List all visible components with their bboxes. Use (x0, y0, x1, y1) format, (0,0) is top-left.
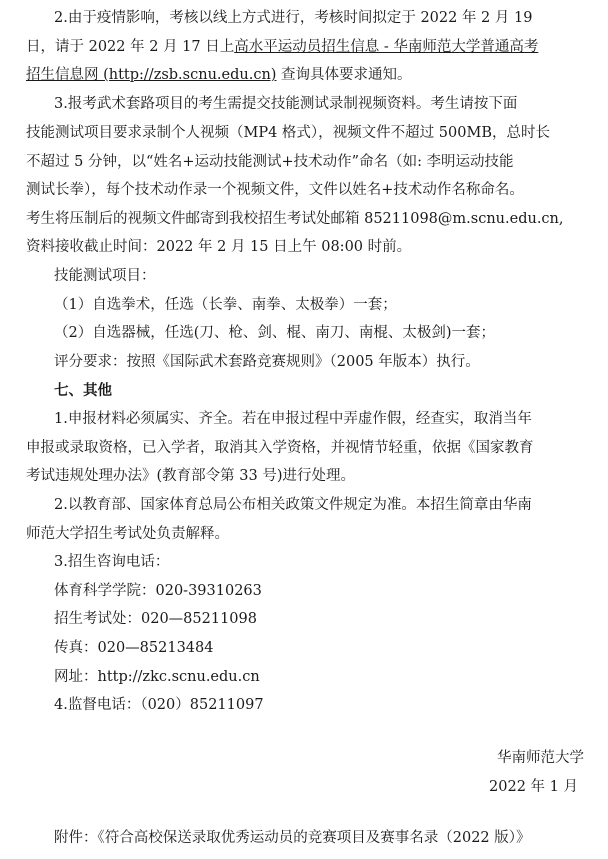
section-7-p1-line-3: 考试违规处理办法》(教育部令第 33 号)进行处理。 (26, 468, 355, 484)
scoring-requirement: 评分要求：按照《国际武术套路竞赛规则》（2005 年版本）执行。 (54, 354, 480, 370)
admissions-site-link[interactable]: 招生信息网 (http://zsb.scnu.edu.cn) (26, 67, 277, 83)
section-7-p2-line-1: 2.以教育部、国家体育总局公布相关政策文件规定为准。本招生简章由华南 (54, 497, 532, 513)
skills-item-1: （1）自选拳术，任选（长拳、南拳、太极拳）一套； (54, 297, 397, 313)
signature-date: 2022 年 1 月 (489, 779, 578, 795)
skills-item-2: （2）自选器械，任选(刀、枪、剑、棍、南刀、南棍、太极剑)一套； (54, 325, 496, 341)
paragraph-3-line-5: 考生将压制后的视频文件邮寄到我校招生考试处邮箱 85211098@m.scnu.edu.cn, (26, 211, 564, 227)
attachment-line: 附件：《符合高校保送录取优秀运动员的竞赛项目及赛事名录（2022 版）》 (54, 830, 531, 846)
fax-number: 传真：020—85213484 (54, 640, 214, 656)
paragraph-2-text: 日，请于 2022 年 2 月 17 日上 (26, 39, 235, 55)
paragraph-2-line-1: 2.由于疫情影响，考核以线上方式进行，考核时间拟定于 2022 年 2 月 19 (54, 10, 533, 26)
section-7-p1-line-2: 申报或录取资格，已入学者，取消其入学资格，并视情节轻重，依据《国家教育 (26, 440, 534, 456)
section-7-p1-line-1: 1.申报材料必须属实、齐全。若在申报过程中弄虚作假，经查实，取消当年 (54, 411, 532, 427)
admissions-info-link[interactable]: 高水平运动员招生信息 - 华南师范大学普通高考 (234, 39, 539, 55)
paragraph-3-line-1: 3.报考武术套路项目的考生需提交技能测试录制视频资料。考生请按下面 (54, 96, 518, 112)
paragraph-3-line-6: 资料接收截止时间：2022 年 2 月 15 日上午 08:00 时前。 (26, 239, 412, 255)
phone-sports-college: 体育科学学院：020-39310263 (54, 583, 262, 599)
paragraph-2-line-2 (26, 37, 538, 59)
paragraph-3-line-2: 技能测试项目要求录制个人视频（MP4 格式），视频文件不超过 500MB，总时长 (26, 125, 550, 141)
paragraph-2-suffix: 查询具体要求通知。 (276, 67, 412, 83)
supervision-phone: 4.监督电话：（020）85211097 (54, 697, 264, 713)
website-text: 网址：http://zkc.scnu.edu.cn (54, 669, 260, 685)
paragraph-2-line-3 (26, 65, 412, 87)
skills-title: 技能测试项目： (54, 268, 156, 284)
paragraph-3-line-4: 测试长拳），每个技术动作录一个视频文件，文件以姓名+技术动作名称命名。 (26, 182, 524, 198)
signature-org: 华南师范大学 (497, 750, 584, 766)
paragraph-3-line-3: 不超过 5 分钟，以“姓名+运动技能测试+技术动作”命名（如: 李明运动技能 (26, 154, 514, 170)
section-7-heading: 七、其他 (54, 383, 112, 399)
phone-admissions-office: 招生考试处：020—85211098 (54, 611, 257, 627)
contact-title: 3.招生咨询电话： (54, 554, 170, 570)
section-7-p2-line-2: 师范大学招生考试处负责解释。 (26, 526, 229, 542)
